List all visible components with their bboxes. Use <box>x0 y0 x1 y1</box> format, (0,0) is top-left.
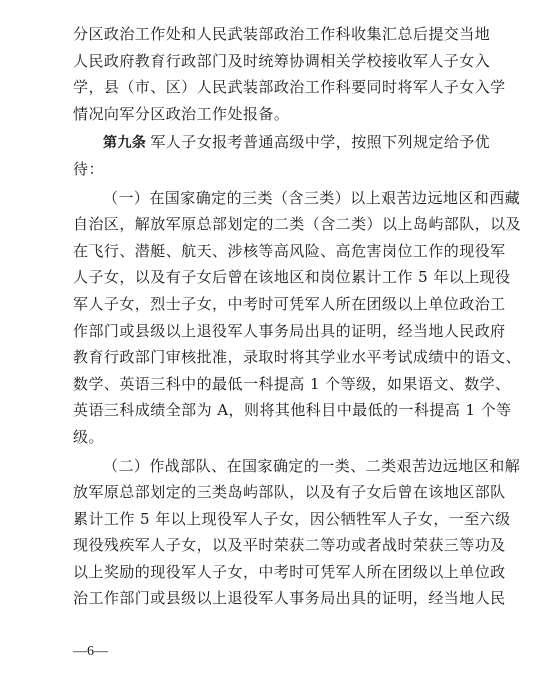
article-heading-line <box>73 129 491 156</box>
text-line: 人民政府教育行政部门及时统筹协调相关学校接收军人子女入 <box>73 51 491 70</box>
text-line: 作部门或县级以上退役军人事务局出具的证明，经当地人民政府 <box>73 321 506 340</box>
text-line: （二）作战部队、在国家确定的一类、二类艰苦边远地区和解 <box>103 456 521 475</box>
text-line: 级。 <box>73 427 104 446</box>
article-9 <box>73 129 491 182</box>
article-number: 第九条 <box>103 135 147 152</box>
text-line: 情况向军分区政治工作处报备。 <box>73 104 290 123</box>
text-line: 英语三科成绩全部为 A，则将其他科目中最低的一科提高 1 个等 <box>73 401 512 420</box>
paragraph-1 <box>73 21 506 127</box>
article-text: 军人子女报考普通高级中学，按照下列规定给予优 <box>150 133 491 152</box>
text-line: 放军原总部划定的三类岛屿部队，以及有子女后曾在该地区部队 <box>73 483 506 502</box>
page-number: —6— <box>73 644 108 659</box>
text-line: 以上奖励的现役军人子女，中考时可凭军人所在团级以上单位政 <box>73 562 506 581</box>
text-line: 学，县（市、区）人民武装部政治工作科要同时将军人子女入学 <box>73 78 506 97</box>
text-line: 待： <box>73 159 104 178</box>
text-line: 人子女，以及有子女后曾在该地区和岗位累计工作 5 年以上现役 <box>73 268 511 287</box>
text-line: 分区政治工作处和人民武装部政治工作科收集汇总后提交当地 <box>73 25 491 43</box>
text-line: 军人子女，烈士子女，中考时可凭军人所在团级以上单位政治工 <box>73 294 506 313</box>
text-line: （一）在国家确定的三类（含三类）以上艰苦边远地区和西藏 <box>103 188 521 207</box>
text-line: 在飞行、潜艇、航天、涉核等高风险、高危害岗位工作的现役军 <box>73 241 506 260</box>
text-line: 自治区，解放军原总部划定的二类（含二类）以上岛屿部队，以及 <box>73 215 522 234</box>
text-line: 治工作部门或县级以上退役军人事务局出具的证明，经当地人民 <box>73 589 506 608</box>
text-line: 数学、英语三科中的最低一科提高 1 个等级，如果语文、数学、 <box>73 374 511 393</box>
text-line: 教育行政部门审核批准，录取时将其学业水平考试成绩中的语文、 <box>73 348 522 367</box>
item-2 <box>73 453 521 613</box>
text-line: 现役残疾军人子女，以及平时荣获二等功或者战时荣获三等功及 <box>73 536 506 555</box>
item-1 <box>73 185 522 451</box>
body-text <box>73 21 522 612</box>
text-line: 累计工作 5 年以上现役军人子女，因公牺牲军人子女，一至六级 <box>73 509 511 528</box>
